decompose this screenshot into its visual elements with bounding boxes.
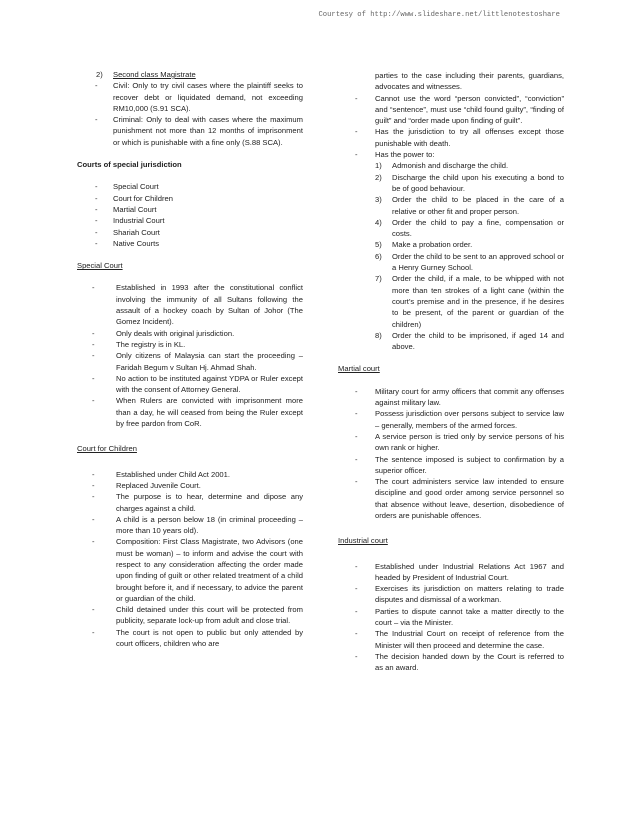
list-item: [338, 628, 564, 651]
list-item: [77, 480, 303, 491]
list-item: [338, 454, 564, 477]
list-item-text: The sentence imposed is subject to confirmation by a superior officer.: [375, 454, 564, 475]
list-item: [77, 193, 303, 204]
list-item: [338, 651, 564, 674]
dash-bullet: -: [92, 492, 95, 502]
list-item-text: The court is not open to public but only attended by court officers, children who are: [116, 627, 303, 649]
power-item: [338, 273, 564, 329]
list-item-text: Exercises its jurisdiction on matters relating to trade disputes and dismissal of a workman.: [375, 584, 564, 605]
list-item-text: Possess jurisdiction over persons subject to service law – generally, members of the armed forces.: [375, 409, 564, 430]
dash-bullet: -: [95, 81, 98, 91]
list-item-text: Established under Industrial Relations Act 1967 and headed by President of Industrial Court.: [375, 561, 564, 582]
list-item: [338, 386, 564, 409]
list-item-text: The court administers service law intended to ensure discipline and good order among service personnel so that absence without leave, desertion, disobedience of orders are punishable offences.: [375, 477, 564, 520]
list-item: [77, 373, 303, 396]
dash-bullet: -: [92, 627, 95, 637]
list-item-text: When Rulers are convicted with imprisonment more than a day, he will ceased from being the Ruler except by free pardon from CoR.: [116, 396, 303, 429]
list-item-text: Has the jurisdiction to try all offenses except those punishable with death.: [375, 127, 564, 148]
second-class-title: Second class Magistrate: [113, 70, 196, 79]
dash-bullet: -: [355, 561, 358, 571]
list-item-text: No action to be instituted against YDPA or Ruler except with the consent of Attorney General.: [116, 373, 303, 395]
dash-bullet: -: [355, 584, 358, 594]
list-item: [338, 408, 564, 431]
list-number: 4): [375, 217, 382, 227]
dash-bullet: -: [355, 431, 358, 441]
dash-bullet: -: [355, 409, 358, 419]
dash-bullet: -: [95, 115, 98, 125]
dash-bullet: -: [95, 182, 98, 192]
martial-court-heading: Martial court: [338, 364, 380, 374]
list-item: [77, 204, 303, 215]
power-text: Order the child to be imprisoned, if aged 14 and above.: [392, 330, 564, 352]
children-court-heading: Court for Children: [77, 444, 137, 454]
special-jurisdiction-heading: Courts of special jurisdiction: [77, 160, 182, 170]
dash-bullet: -: [355, 454, 358, 464]
list-item: [77, 604, 303, 627]
list-item-text: Only deals with original jurisdiction.: [116, 328, 235, 338]
list-item-text: Cannot use the word “person convicted”, “conviction” and “sentence”, must use “child found guilty”, “finding of guilt” and “order made upon finding of guilt”.: [375, 93, 564, 126]
list-item-text: The registry is in KL.: [116, 339, 186, 349]
dash-bullet: -: [95, 193, 98, 203]
dash-bullet: -: [92, 480, 95, 490]
power-item: [338, 217, 564, 240]
list-item: [77, 514, 303, 537]
list-item: [77, 227, 303, 238]
courtesy-header: Courtesy of http://www.slideshare.net/littlenotestoshare: [318, 11, 560, 19]
list-item: [338, 126, 564, 149]
list-item-text: Civil: Only to try civil cases where the plaintiff seeks to recover debt or liquidated demand, not exceeding RM10,000 (S.91 SCA).: [113, 81, 303, 113]
list-item-text: The purpose is to hear, determine and dipose any charges against a child.: [116, 492, 303, 513]
power-item: [338, 330, 564, 353]
list-item-text: Established in 1993 after the constitutional conflict involving the immunity of all Sultans following the assault of a hockey coach by Sultan of Johor (The Gomez Incident).: [116, 283, 303, 327]
list-item-text: Established under Child Act 2001.: [116, 469, 230, 479]
dash-bullet: -: [95, 204, 98, 214]
dash-bullet: -: [92, 537, 95, 547]
list-item-text: The decision handed down by the Court is referred to as an award.: [375, 651, 564, 673]
list-item: [77, 627, 303, 650]
list-item: [77, 282, 303, 327]
power-item: [338, 160, 564, 171]
list-item: [77, 215, 303, 226]
list-item-text: Criminal: Only to deal with cases where the maximum punishment not more than 12 months of imprisonment or which is punishable with a fine only (S.88 SCA).: [113, 115, 303, 147]
list-item-text: A child is a person below 18 (in criminal proceeding – more than 10 years old).: [116, 514, 303, 536]
right-column: [338, 70, 564, 674]
list-item-text: Court for Children: [113, 193, 173, 203]
power-text: Discharge the child upon his executing a bond to be of good behaviour.: [392, 172, 564, 193]
list-item: [77, 491, 303, 514]
list-item-text: Industrial Court: [113, 216, 165, 226]
list-item: [77, 395, 303, 429]
list-item: [77, 238, 303, 249]
power-text: Make a probation order.: [392, 240, 473, 250]
dash-bullet: -: [355, 477, 358, 487]
list-number: 8): [375, 330, 382, 340]
list-item-text: Shariah Court: [113, 227, 160, 237]
power-text: Order the child to be placed in the care of a relative or other fit and proper person.: [392, 195, 564, 216]
list-item-text: Special Court: [113, 182, 159, 192]
left-column: [77, 69, 303, 649]
dash-bullet: -: [92, 351, 95, 361]
power-text: Order the child to pay a fine, compensation or costs.: [392, 217, 564, 239]
dash-bullet: -: [92, 469, 95, 479]
dash-bullet: -: [95, 216, 98, 226]
list-item: [338, 431, 564, 454]
dash-bullet: -: [355, 386, 358, 396]
list-item: [77, 350, 303, 373]
power-text: Order the child to be sent to an approved school or a Henry Gurney School.: [392, 251, 564, 273]
list-item-text: parties to the case including their parents, guardians, advocates and witnesses.: [375, 71, 564, 92]
list-item: [338, 149, 564, 160]
list-item: [77, 536, 303, 604]
dash-bullet: -: [92, 605, 95, 615]
list-item: [338, 93, 564, 127]
dash-bullet: -: [355, 150, 358, 160]
dash-bullet: -: [355, 127, 358, 137]
dash-bullet: -: [92, 339, 95, 349]
list-item: [77, 469, 303, 480]
list-number: 2): [375, 172, 382, 182]
power-item: [338, 239, 564, 250]
list-item: [77, 328, 303, 339]
list-item-text: A service person is tried only by service persons of his own rank or higher.: [375, 431, 564, 453]
list-item-text: Replaced Juvenile Court.: [116, 480, 201, 490]
list-item-text: Military court for army officers that commit any offenses against military law.: [375, 386, 564, 408]
special-court-heading: Special Court: [77, 261, 123, 271]
list-item: [338, 583, 564, 606]
list-number: 1): [375, 161, 382, 171]
list-item-text: Native Courts: [113, 238, 160, 248]
list-item-text: Child detained under this court will be protected from publicity, separate lock-up from adult and close trial.: [116, 605, 303, 626]
list-item: [338, 606, 564, 629]
dash-bullet: -: [355, 93, 358, 103]
dash-bullet: -: [95, 227, 98, 237]
list-item: [77, 181, 303, 192]
list-item-text: Martial Court: [113, 204, 157, 214]
dash-bullet: -: [355, 629, 358, 639]
list-number: 2): [96, 70, 103, 79]
dash-bullet: -: [92, 514, 95, 524]
second-class-heading: [77, 69, 303, 80]
list-item: [338, 561, 564, 584]
list-item: [77, 339, 303, 350]
power-item: [338, 194, 564, 217]
dash-bullet: -: [92, 283, 95, 293]
industrial-court-heading: Industrial court: [338, 536, 388, 546]
power-item: [338, 172, 564, 195]
dash-bullet: -: [92, 328, 95, 338]
list-number: 5): [375, 240, 382, 250]
power-text: Admonish and discharge the child.: [392, 161, 509, 171]
dash-bullet: -: [355, 606, 358, 616]
dash-bullet: -: [92, 373, 95, 383]
list-number: 7): [375, 274, 382, 284]
dash-bullet: -: [95, 238, 98, 248]
list-number: 6): [375, 251, 382, 261]
list-item-text: Parties to dispute cannot take a matter directly to the court – via the Minister.: [375, 606, 564, 628]
list-item-text: Has the power to:: [375, 150, 435, 160]
power-text: Order the child, if a male, to be whipped with not more than ten strokes of a light cane (within the court’s premise and in the presence, if he desires to be present, of the parent or guardian of the children): [392, 274, 564, 329]
list-item: [77, 114, 303, 148]
dash-bullet: -: [355, 651, 358, 661]
list-item-text: Only citizens of Malaysia can start the proceeding – Faridah Begum v Sultan Hj. Ahmad Shah.: [116, 351, 303, 372]
list-item-text: Composition: First Class Magistrate, two Advisors (one must be woman) – to inform and advise the court with respect to any consideration affecting the order made upon finding of guilt or other related treatment of a child brought before it, and if necessary, to advice the parent or guardian of the child.: [116, 537, 303, 603]
list-item-text: The Industrial Court on receipt of reference from the Minister will then proceed and determine the case.: [375, 629, 564, 650]
list-item: [338, 476, 564, 521]
power-item: [338, 251, 564, 274]
continuation-text: [338, 70, 564, 93]
dash-bullet: -: [92, 396, 95, 406]
list-number: 3): [375, 195, 382, 205]
list-item: [77, 80, 303, 114]
